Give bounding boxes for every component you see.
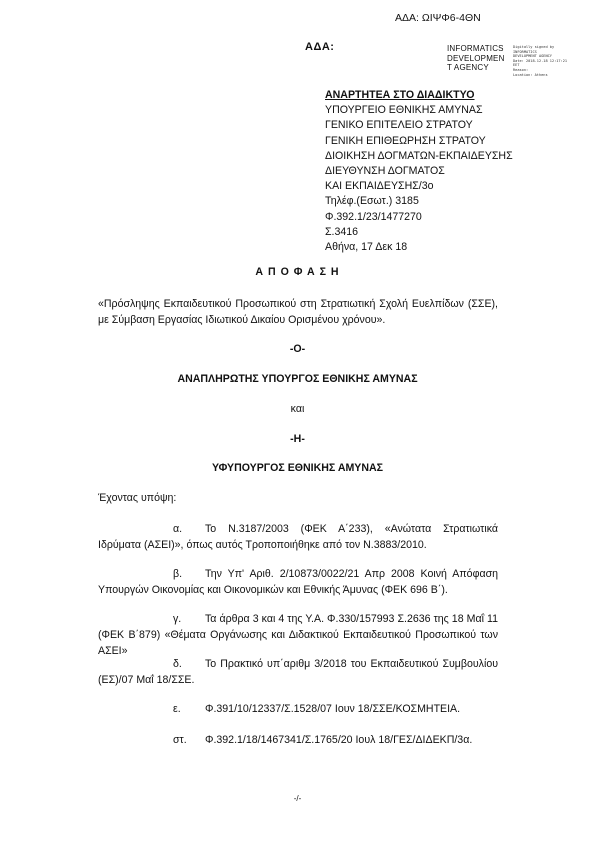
stamp-sig-line: Digitally signed by bbox=[513, 45, 555, 49]
item-text: Τα άρθρα 3 και 4 της Υ.Α. Φ.330/157993 Σ.2636 της 18 Μαΐ 11 (ΦΕΚ Β΄879) «Θέματα Οργάνωσης και Διδακτικού Εκπαιδευτικού Προσωπικού των ΑΣΕΙ» bbox=[98, 613, 498, 657]
stamp-sig-line: INFORMATICS bbox=[513, 49, 537, 54]
stamp-signature-details bbox=[513, 45, 569, 77]
ada-label: ΑΔΑ: bbox=[305, 41, 335, 53]
stamp-sig-line: Location: Athens bbox=[513, 72, 548, 77]
list-item bbox=[98, 732, 498, 748]
authority-line: ΥΠΟΥΡΓΕΙΟ ΕΘΝΙΚΗΣ ΑΜΥΝΑΣ bbox=[325, 104, 483, 117]
list-item bbox=[98, 656, 498, 688]
list-item bbox=[98, 701, 498, 717]
considering-label: Έχοντας υπόψη: bbox=[98, 492, 177, 504]
authority-line: ΔΙΟΙΚΗΣΗ ΔΟΓΜΑΤΩΝ-ΕΚΠΑΙΔΕΥΣΗΣ bbox=[325, 149, 513, 162]
date-line: Αθήνα, 17 Δεκ 18 bbox=[325, 241, 408, 254]
phone-line: Τηλέφ.(Εσωτ.) 3185 bbox=[325, 195, 419, 208]
authority-block bbox=[325, 88, 513, 255]
o-mark: -Ο- bbox=[289, 343, 306, 355]
item-label: στ. bbox=[173, 734, 187, 746]
stamp-sig-line: EET bbox=[513, 63, 520, 68]
record-number: Σ.3416 bbox=[325, 225, 359, 238]
stamp-line: INFORMATICS bbox=[447, 44, 504, 53]
list-item bbox=[98, 566, 498, 598]
item-text: Το Πρακτικό υπ΄αριθμ 3/2018 του Εκπαιδευτικού Συμβουλίου (ΕΣ)/07 Μαΐ 18/ΣΣΕ. bbox=[98, 658, 498, 686]
item-label: α. bbox=[173, 523, 183, 535]
stamp-line: T AGENCY bbox=[447, 63, 489, 73]
item-text: Το Ν.3187/2003 (ΦΕΚ Α΄233), «Ανώτατα Στρατιωτικά Ιδρύματα (ΑΣΕΙ)», όπως αυτός Τροποποιήθηκε από τον Ν.3883/2010. bbox=[98, 523, 498, 551]
list-item bbox=[98, 521, 498, 553]
protocol-number: Φ.392.1/23/1477270 bbox=[325, 210, 422, 223]
authority-line: ΓΕΝΙΚΟ ΕΠΙΤΕΛΕΙΟ ΣΤΡΑΤΟΥ bbox=[325, 119, 473, 132]
post-online-heading: ΑΝΑΡΤΗΤΕΑ ΣΤΟ ΔΙΑΔΙΚΤΥΟ bbox=[325, 89, 475, 101]
h-mark: -Η- bbox=[290, 433, 305, 445]
authority-line: ΓΕΝΙΚΗ ΕΠΙΘΕΩΡΗΣΗ ΣΤΡΑΤΟΥ bbox=[325, 134, 486, 147]
stamp-sig-line: Reason: bbox=[513, 67, 529, 72]
item-label: γ. bbox=[173, 613, 182, 625]
subject-paragraph: «Πρόσληψης Εκπαιδευτικού Προσωπικού στη Στρατιωτική Σχολή Ευελπίδων (ΣΣΕ), με Σύμβαση Εργασίας Ιδιωτικού Δικαίου Ορισμένου χρόνου». bbox=[98, 298, 498, 326]
decision-title: Α Π Ο Φ Α Σ Η bbox=[255, 266, 340, 278]
digital-signature-stamp bbox=[447, 44, 569, 78]
item-label: ε. bbox=[173, 703, 181, 715]
item-text: Την Υπ' Αριθ. 2/10873/0022/21 Απρ 2008 Κοινή Απόφαση Υπουργών Οικονομίας και Οικονομικών και Εθνικής Άμυνας (ΦΕΚ 696 Β΄). bbox=[98, 568, 498, 596]
item-text: Φ.391/10/12337/Σ.1528/07 Ιουν 18/ΣΣΕ/ΚΟΣΜΗΤΕΙΑ. bbox=[205, 703, 461, 715]
authority-line: ΔΙΕΥΘΥΝΣΗ ΔΟΓΜΑΤΟΣ bbox=[325, 165, 445, 178]
conjunction-kai: και bbox=[290, 403, 305, 415]
stamp-org bbox=[447, 44, 505, 73]
minister-vice-title: ΥΦΥΠΟΥΡΓΟΣ ΕΘΝΙΚΗΣ ΑΜΥΝΑΣ bbox=[211, 462, 384, 474]
list-item bbox=[98, 611, 498, 659]
ada-header: ΑΔΑ: ΩΙΨΦ6-4ΘΝ bbox=[395, 12, 481, 24]
minister-deputy-title: ΑΝΑΠΛΗΡΩΤΗΣ ΥΠΟΥΡΓΟΣ ΕΘΝΙΚΗΣ ΑΜΥΝΑΣ bbox=[177, 373, 418, 385]
item-text: Φ.392.1/18/1467341/Σ.1765/20 Ιουλ 18/ΓΕΣ/ΔΙΔΕΚΠ/3α. bbox=[205, 734, 473, 746]
stamp-sig-line: Date: 2018.12.18 12:17:21 bbox=[513, 58, 568, 63]
page-continuation-mark: -/- bbox=[293, 794, 302, 803]
authority-line: ΚΑΙ ΕΚΠΑΙΔΕΥΣΗΣ/3ο bbox=[325, 180, 434, 193]
stamp-line: DEVELOPMEN bbox=[447, 53, 505, 63]
stamp-sig-line: DEVELOPMENT AGENCY bbox=[513, 54, 552, 59]
item-label: β. bbox=[173, 568, 183, 580]
item-label: δ. bbox=[173, 658, 182, 670]
